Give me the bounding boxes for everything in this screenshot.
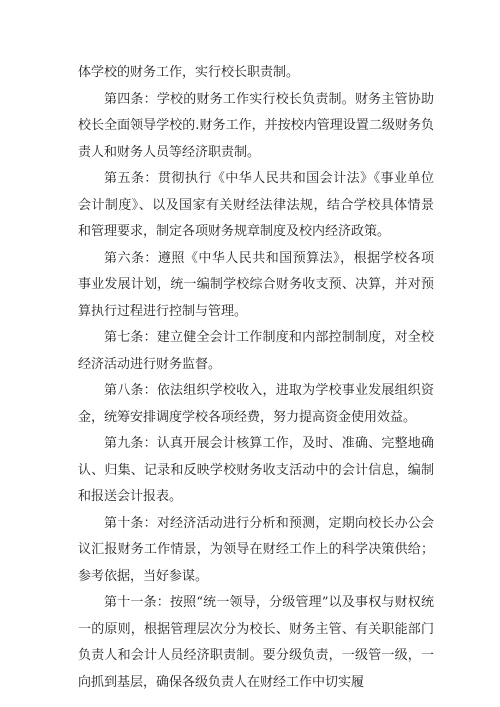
- paragraph-article-11: 第十一条：按照“统一领导，分级管理”以及事权与财权统一的原则，根据管理层次分为校长、财务主管、有关职能部门负责人和会计人员经济职责制。要分级负责，一级管一级，一向抓到基层，确保各级负责人在财经工作中切实履: [78, 595, 434, 690]
- paragraph-article-10: 第十条：对经济活动进行分析和预测，定期向校长办公会议汇报财务工作情景，为领导在财经工作上的科学决策供给；参考依据，当好参谋。: [78, 515, 434, 584]
- paragraph-article-9: 第九条：认真开展会计核算工作，及时、准确、完整地确认、归集、记录和反映学校财务收支活动中的会计信息，编制和报送会计报表。: [78, 436, 434, 504]
- paragraph-article-7: 第七条：建立健全会计工作制度和内部控制制度，对全校经济活动进行财务监督。: [78, 330, 434, 372]
- paragraph-article-4: 第四条：学校的财务工作实行校长负责制。财务主管协助校长全面领导学校的.财务工作，并按校内管理设置二级财务负责人和财务人员等经济职责制。: [78, 91, 434, 160]
- paragraph-continuation: 体学校的财务工作，实行校长职责制。: [78, 65, 300, 80]
- paragraph-article-8: 第八条：依法组织学校收入，进取为学校事业发展组织资金，统筹安排调度学校各项经费，努力提高资金使用效益。: [78, 383, 434, 425]
- paragraph-article-5: 第五条：贯彻执行《中华人民共和国会计法》《事业单位会计制度》、以及国家有关财经法律法规，结合学校具体情景和管理要求，制定各项财务规章制度及校内经济政策。: [78, 171, 434, 239]
- document-body: [78, 60, 434, 696]
- paragraph-article-6: 第六条：遵照《中华人民共和国预算法》，根据学校各项事业发展计划，统一编制学校综合财务收支预、决算，并对预算执行过程进行控制与管理。: [78, 250, 434, 319]
